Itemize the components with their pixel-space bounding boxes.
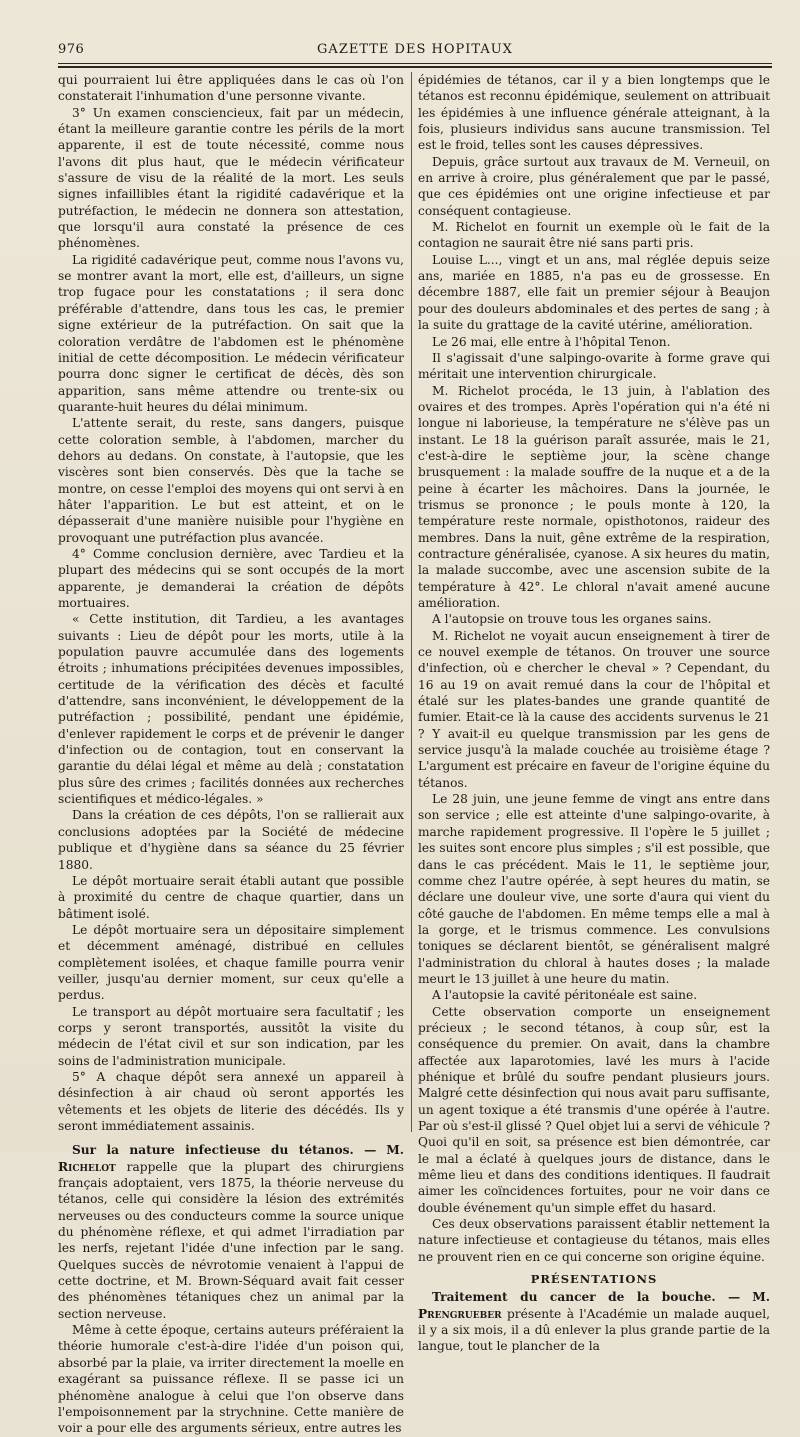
paragraph: M. Richelot ne voyait aucun enseignement à tirer de ce nouvel exemple de tétanos. On trouver une source d'infection, où e chercher le cheval » ? Cependant, du 16 au 19 on avait remué dans la cour de l'hôpital et étalé sur les plates-bandes une grande quantité de fumier. Etait-ce là la cause des accidents survenus le 21 ? Y avait-il eu quelque transmission par les gens de service jusqu'à la malade couchée au troisième étage ? L'argument est précaire en faveur de l'origine équine du tétanos. — [418, 628, 770, 790]
paragraph: 4° Comme conclusion dernière, avec Tardieu et la plupart des médecins qui se sont occupés de la mort apparente, je demanderai la création de dépôts mortuaires. — [58, 546, 404, 610]
paragraph: 5° A chaque dépôt sera annexé un appareil à désinfection à air chaud où seront apportés les vêtements et les objets de literie des décédés. Ils y seront immédiatement assainis. — [58, 1069, 404, 1133]
paragraph: Dans la création de ces dépôts, l'on se rallierait aux conclusions adoptées par la Société de médecine publique et d'hygiène dans sa séance du 25 février 1880. — [58, 808, 404, 872]
paragraph: « Cette institution, dit Tardieu, a les avantages suivants : Lieu de dépôt pour les morts, utile à la population pauvre accumulée dans des logements étroits ; inhumations précipitées devenues impossibles, certitude de la vérification des décès et faculté d'attendre, sans inconvénient, le développement de la putréfaction ; possibilité, pendant une épidémie, d'enlever rapidement le corps et de prévenir le danger d'infection ou de contagion, tout en conservant la garantie du délai légal et même au delà ; constatation plus sûre des crimes ; facilités données aux recherches scientifiques et médico-légales. » — [58, 612, 404, 807]
article-text: présente à l'Académie un malade auquel, il y a six mois, il a dû enlever la plus grande partie de la langue, tout le plancher de la — [418, 1306, 770, 1354]
paragraph: A l'autopsie la cavité péritonéale est saine. — [432, 988, 698, 1003]
paragraph: Le 26 mai, elle entre à l'hôpital Tenon. — [432, 334, 671, 349]
article-title: Traitement du cancer de la bouche. — — [432, 1290, 741, 1305]
paragraph: Louise L..., vingt et un ans, mal réglée depuis seize ans, mariée en 1885, n'a pas eu de grossesse. En décembre 1887, elle fait un premier séjour à Beaujon pour des douleurs abdominales et des pertes de sang ; à la suite du grattage de la cavité utérine, amélioration. — [418, 252, 770, 333]
article-text: rappelle que la plupart des chirurgiens français adoptaient, vers 1875, la théorie nerveuse du tétanos, celle qui considère la lésion des extrémités nerveuses ou des conducteurs comme la source unique du phénomène réflexe, et qui admet l'irradiation par les nerfs, rejetant l'idée d'une infection par le sang. Quelques succès de névrotomie venaient à l'appui de cette doctrine, et M. Brown-Séquard avait fait cesser des phénomènes tétaniques chez un animal par la section nerveuse. — [58, 1159, 404, 1321]
header-rule-thick — [58, 66, 772, 68]
paragraph: M. Richelot procéda, le 13 juin, à l'ablation des ovaires et des trompes. Après l'opération qui n'a été ni longue ni laborieuse, la température ne s'élève pas un instant. Le 18 la guérison paraît assurée, mais le 21, c'est-à-dire le septième jour, la scène change brusquement : la malade souffre de la nuque et a de la peine à écarter les mâchoires. Dans la journée, le trismus se prononce ; le pouls monte à 120, la température reste normale, opisthotonos, raideur des membres. Dans la nuit, gêne extrême de la respiration, contracture généralisée, cyanose. A six heures du matin, la malade succombe, avec une ascension subite de la température à 42°. Le chloral n'avait amené aucune amélioration. — [418, 383, 770, 610]
article-title: Sur la nature infectieuse du tétanos. — — [72, 1143, 377, 1158]
paragraph: Ces deux observations paraissent établir nettement la nature infectieuse et contagieuse du tétanos, mais elles ne prouvent rien en ce qui concerne son origine équine. — [418, 1217, 770, 1264]
paragraph: Cette observation comporte un enseignement précieux ; le second tétanos, à coup sûr, est la conséquence du premier. On avait, dans la chambre affectée aux laparotomies, lavé les murs à l'acide phénique et brûlé du soufre pendant plusieurs jours. Malgré cette désinfection qui nous avait paru suffisante, un agent toxique a été transmis d'une opérée à l'autre. Par où s'est-il glissé ? Quel objet lui a servi de véhicule ? Quoi qu'il en soit, sa présence est bien démontrée, car le mal a éclaté à quelques jours de distance, dans le même lieu et dans des conditions identiques. Il faudrait aimer les coïncidences fortuites, pour ne voir dans ce double événement qu'un simple effet du hasard. — [418, 1004, 770, 1215]
paragraph: qui pourraient lui être appliquées dans le cas où l'on constaterait l'inhumation d'une personne vivante. — [58, 73, 404, 104]
left-column — [58, 72, 405, 1436]
paragraph: M. Richelot en fournit un exemple où le fait de la contagion ne saurait être nié sans parti pris. — [418, 220, 770, 251]
article-paragraph — [418, 1289, 770, 1354]
column-divider — [411, 72, 412, 1132]
header-rule-thin — [58, 63, 772, 64]
paragraph: 3° Un examen consciencieux, fait par un médecin, étant la meilleure garantie contre les périls de la mort apparente, il est de toute nécessité, comme nous l'avons dit plus haut, que le médecin vérificateur s'assure de visu de la réalité de la mort. Les seuls signes infaillibles étant la rigidité cadavérique et la putréfaction, le médecin ne donnera son attestation, que lorsqu'il aura constaté la présence de ces phénomènes. — [58, 105, 404, 251]
paragraph: Le 28 juin, une jeune femme de vingt ans entre dans son service ; elle est atteinte d'une salpingo-ovarite, à marche rapidement progressive. Il l'opère le 5 juillet ; les suites sont encore plus simples ; s'il est possible, que dans le cas précédent. Mais le 11, le septième jour, comme chez l'autre opérée, à sept heures du matin, se déclare une douleur vive, une sorte d'aura qui vient du côté gauche de l'abdomen. En même temps elle a mal à la gorge, et le trismus commence. Les convulsions toniques se déclarent bientôt, se généralisent malgré l'administration du chloral à hautes doses ; la malade meurt le 13 juillet à une heure du matin. — [418, 792, 770, 986]
page-number: 976 — [58, 42, 85, 57]
paragraph: Le transport au dépôt mortuaire sera facultatif ; les corps y seront transportés, aussitôt la visite du médecin de l'état civil et sur son indication, par les soins de l'administration municipale. — [58, 1004, 404, 1068]
paragraph: Même à cette époque, certains auteurs préféraient la théorie humorale c'est-à-dire l'idée d'un poison qui, absorbé par la plaie, va irriter directement la moelle en exagérant sa puissance réflexe. Il se passe ici un phénomène analogue à celui que l'on observe dans l'empoisonnement par la strychnine. Cette manière de voir a pour elle des arguments sérieux, entre autres les — [58, 1323, 404, 1436]
section-heading: PRÉSENTATIONS — [530, 1272, 658, 1287]
article-author: M. Prengrueber — [418, 1290, 770, 1321]
paragraph: La rigidité cadavérique peut, comme nous l'avons vu, se montrer avant la mort, elle est, d'ailleurs, un signe trop fugace pour les constatations ; il sera donc préférable d'attendre, dans tous les cas, le premier signe extérieur de la putréfaction. On sait que la coloration verdâtre de l'abdomen est le phénomène initial de cette décomposition. Le médecin vérificateur pourra donc signer le certificat de décès, dès son apparition, sans même attendre ou trente-six ou quarante-huit heures du délai minimum. — [58, 252, 404, 414]
paragraph: Depuis, grâce surtout aux travaux de M. Verneuil, on en arrive à croire, plus généralement que par le passé, que ces épidémies ont une origine infectieuse et par conséquent contagieuse. — [418, 154, 770, 218]
article-paragraph — [58, 1142, 404, 1322]
page-header — [58, 42, 772, 62]
paragraph: épidémies de tétanos, car il y a bien longtemps que le tétanos est reconnu épidémique, seulement on attribuait les épidémies à une influence générale atteignant, à la fois, plusieurs individus sans aucune transmission. Tel est le froid, telles sont les causes dépressives. — [418, 73, 770, 153]
article-author: M. Richelot — [58, 1143, 405, 1174]
paragraph: Il s'agissait d'une salpingo-ovarite à forme grave qui méritait une intervention chirurgicale. — [418, 350, 770, 382]
paragraph: L'attente serait, du reste, sans dangers, puisque cette coloration semble, à l'abdomen, marcher du dehors au dedans. On constate, à l'autopsie, que les viscères sont bien conservés. Dès que la tache se montre, on cesse l'emploi des moyens qui ont servi à en hâter l'apparition. Le but est atteint, et on le dépasserait d'une manière nuisible pour l'hygiène en provoquant une putréfaction plus avancée. — [58, 416, 404, 545]
paragraph: A l'autopsie on trouve tous les organes sains. — [432, 612, 712, 627]
paragraph: Le dépôt mortuaire sera un dépositaire simplement et décemment aménagé, distribué en cellules complètement isolées, et chaque famille pourra venir veiller, jusqu'au dernier moment, sur ceux qu'elle a perdus. — [58, 922, 404, 1003]
paragraph: Le dépôt mortuaire serait établi autant que possible à proximité du centre de chaque quartier, dans un bâtiment isolé. — [58, 873, 404, 921]
section-gap — [58, 1134, 404, 1142]
journal-title: GAZETTE DES HOPITAUX — [317, 42, 513, 57]
right-column — [418, 72, 770, 1354]
